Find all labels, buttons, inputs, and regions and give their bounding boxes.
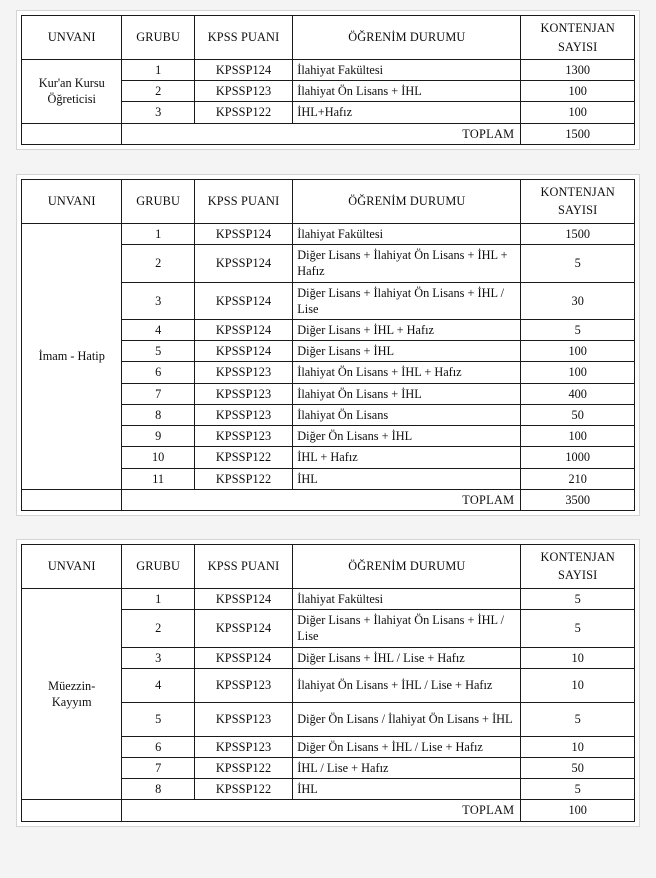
kontenjan-cell: 30 [521, 282, 635, 319]
grubu-cell: 11 [122, 468, 194, 489]
kpss-puani-cell: KPSSP124 [194, 245, 292, 282]
kpss-puani-cell: KPSSP122 [194, 758, 292, 779]
unvani-cell [22, 588, 122, 800]
kontenjan-table-2 [21, 179, 635, 511]
grubu-cell: 2 [122, 81, 194, 102]
ogrenim-durumu-cell: İlahiyat Fakültesi [293, 588, 521, 609]
kontenjan-cell: 10 [521, 668, 635, 702]
kpss-puani-cell: KPSSP123 [194, 383, 292, 404]
column-header-kontenjan-sayisi [521, 179, 635, 223]
header-row [22, 16, 635, 60]
kontenjan-cell: 5 [521, 610, 635, 647]
kontenjan-cell: 1000 [521, 447, 635, 468]
kontenjan-cell: 100 [521, 81, 635, 102]
column-header-ogrenim-durumu: ÖĞRENİM DURUMU [293, 179, 521, 223]
grubu-cell: 2 [122, 245, 194, 282]
kontenjan-header-line2: SAYISI [558, 39, 598, 54]
header-row [22, 544, 635, 588]
unvani-cell: İmam - Hatip [22, 223, 122, 489]
column-header-ogrenim-durumu: ÖĞRENİM DURUMU [293, 16, 521, 60]
grubu-cell: 10 [122, 447, 194, 468]
kpss-puani-cell: KPSSP122 [194, 102, 292, 123]
grubu-cell: 3 [122, 102, 194, 123]
ogrenim-durumu-cell: İHL+Hafız [293, 102, 521, 123]
table-body [22, 60, 635, 145]
kontenjan-header-line1: KONTENJAN [540, 184, 615, 199]
grubu-cell: 4 [122, 668, 194, 702]
kontenjan-cell: 5 [521, 588, 635, 609]
ogrenim-durumu-cell: İlahiyat Ön Lisans + İHL [293, 81, 521, 102]
total-label: TOPLAM [122, 489, 521, 510]
ogrenim-durumu-cell: Diğer Lisans + İlahiyat Ön Lisans + İHL / Lise [293, 610, 521, 647]
kontenjan-cell: 100 [521, 362, 635, 383]
grubu-cell: 3 [122, 647, 194, 668]
column-header-grubu: GRUBU [122, 179, 194, 223]
kontenjan-cell: 5 [521, 245, 635, 282]
header-row [22, 179, 635, 223]
kontenjan-cell: 1500 [521, 223, 635, 244]
kontenjan-table-1 [21, 15, 635, 145]
kpss-puani-cell: KPSSP124 [194, 588, 292, 609]
ogrenim-durumu-cell: Diğer Ön Lisans + İHL / Lise + Hafız [293, 736, 521, 757]
kontenjan-cell: 100 [521, 426, 635, 447]
kpss-puani-cell: KPSSP123 [194, 668, 292, 702]
total-label: TOPLAM [122, 123, 521, 144]
grubu-cell: 7 [122, 383, 194, 404]
kpss-puani-cell: KPSSP123 [194, 404, 292, 425]
kontenjan-cell: 10 [521, 647, 635, 668]
table-header [22, 16, 635, 60]
unvani-line1: Müezzin- [48, 678, 96, 693]
total-kontenjan: 3500 [521, 489, 635, 510]
column-header-kpss-puani: KPSS PUANI [194, 16, 292, 60]
kpss-puani-cell: KPSSP124 [194, 610, 292, 647]
kpss-puani-cell: KPSSP124 [194, 319, 292, 340]
table-body [22, 223, 635, 510]
total-empty-cell [22, 800, 122, 821]
kpss-puani-cell: KPSSP123 [194, 362, 292, 383]
column-header-grubu: GRUBU [122, 16, 194, 60]
total-empty-cell [22, 123, 122, 144]
unvani-cell [22, 60, 122, 124]
column-header-kpss-puani: KPSS PUANI [194, 179, 292, 223]
kontenjan-header-line2: SAYISI [558, 568, 598, 583]
kpss-puani-cell: KPSSP124 [194, 282, 292, 319]
unvani-line2: Öğreticisi [47, 92, 96, 107]
total-row [22, 489, 635, 510]
kpss-puani-cell: KPSSP122 [194, 779, 292, 800]
grubu-cell: 8 [122, 779, 194, 800]
grubu-cell: 6 [122, 362, 194, 383]
grubu-cell: 1 [122, 223, 194, 244]
kontenjan-cell: 400 [521, 383, 635, 404]
ogrenim-durumu-cell: İlahiyat Fakültesi [293, 223, 521, 244]
kpss-puani-cell: KPSSP123 [194, 81, 292, 102]
kontenjan-cell: 210 [521, 468, 635, 489]
column-header-ogrenim-durumu: ÖĞRENİM DURUMU [293, 544, 521, 588]
table-body [22, 588, 635, 821]
ogrenim-durumu-cell: Diğer Ön Lisans + İHL [293, 426, 521, 447]
table-row [22, 588, 635, 609]
grubu-cell: 1 [122, 60, 194, 81]
table-card-muezzin-kayyim [16, 539, 640, 827]
kontenjan-header-line1: KONTENJAN [540, 21, 615, 36]
document-page [0, 10, 656, 878]
ogrenim-durumu-cell: İHL [293, 468, 521, 489]
table-card-kuran-kursu-ogreticisi [16, 10, 640, 150]
ogrenim-durumu-cell: İlahiyat Ön Lisans [293, 404, 521, 425]
grubu-cell: 6 [122, 736, 194, 757]
kpss-puani-cell: KPSSP124 [194, 647, 292, 668]
kontenjan-cell: 50 [521, 404, 635, 425]
kpss-puani-cell: KPSSP124 [194, 60, 292, 81]
grubu-cell: 4 [122, 319, 194, 340]
kontenjan-table-3 [21, 544, 635, 822]
ogrenim-durumu-cell: Diğer Ön Lisans / İlahiyat Ön Lisans + İHL [293, 702, 521, 736]
grubu-cell: 8 [122, 404, 194, 425]
ogrenim-durumu-cell: Diğer Lisans + İHL [293, 341, 521, 362]
kontenjan-cell: 50 [521, 758, 635, 779]
ogrenim-durumu-cell: İlahiyat Fakültesi [293, 60, 521, 81]
ogrenim-durumu-cell: İHL / Lise + Hafız [293, 758, 521, 779]
table-card-imam-hatip [16, 174, 640, 516]
grubu-cell: 1 [122, 588, 194, 609]
grubu-cell: 2 [122, 610, 194, 647]
kpss-puani-cell: KPSSP124 [194, 341, 292, 362]
unvani-line2: Kayyım [51, 695, 92, 710]
kontenjan-cell: 5 [521, 779, 635, 800]
ogrenim-durumu-cell: İlahiyat Ön Lisans + İHL / Lise + Hafız [293, 668, 521, 702]
column-header-grubu: GRUBU [122, 544, 194, 588]
table-header [22, 179, 635, 223]
kpss-puani-cell: KPSSP124 [194, 223, 292, 244]
kontenjan-cell: 5 [521, 319, 635, 340]
kpss-puani-cell: KPSSP123 [194, 426, 292, 447]
column-header-kontenjan-sayisi [521, 544, 635, 588]
table-row [22, 60, 635, 81]
kpss-puani-cell: KPSSP122 [194, 447, 292, 468]
ogrenim-durumu-cell: İlahiyat Ön Lisans + İHL + Hafız [293, 362, 521, 383]
kontenjan-header-line2: SAYISI [558, 203, 598, 218]
kontenjan-header-line1: KONTENJAN [540, 550, 615, 564]
ogrenim-durumu-cell: İHL [293, 779, 521, 800]
grubu-cell: 3 [122, 282, 194, 319]
ogrenim-durumu-cell: İlahiyat Ön Lisans + İHL [293, 383, 521, 404]
kpss-puani-cell: KPSSP123 [194, 736, 292, 757]
kontenjan-cell: 100 [521, 102, 635, 123]
total-label: TOPLAM [122, 800, 521, 821]
grubu-cell: 5 [122, 341, 194, 362]
ogrenim-durumu-cell: Diğer Lisans + İHL / Lise + Hafız [293, 647, 521, 668]
total-row [22, 800, 635, 821]
ogrenim-durumu-cell: Diğer Lisans + İlahiyat Ön Lisans + İHL + Hafız [293, 245, 521, 282]
kontenjan-cell: 5 [521, 702, 635, 736]
column-header-kpss-puani: KPSS PUANI [194, 544, 292, 588]
ogrenim-durumu-cell: Diğer Lisans + İHL + Hafız [293, 319, 521, 340]
ogrenim-durumu-cell: İHL + Hafız [293, 447, 521, 468]
unvani-line1: Kur'an Kursu [38, 76, 105, 91]
column-header-unvani: UNVANI [22, 16, 122, 60]
grubu-cell: 9 [122, 426, 194, 447]
grubu-cell: 5 [122, 702, 194, 736]
kontenjan-cell: 1300 [521, 60, 635, 81]
kpss-puani-cell: KPSSP122 [194, 468, 292, 489]
column-header-unvani: UNVANI [22, 544, 122, 588]
kontenjan-cell: 100 [521, 341, 635, 362]
column-header-unvani: UNVANI [22, 179, 122, 223]
table-header [22, 544, 635, 588]
total-kontenjan: 100 [521, 800, 635, 821]
total-row [22, 123, 635, 144]
total-empty-cell [22, 489, 122, 510]
total-kontenjan: 1500 [521, 123, 635, 144]
kpss-puani-cell: KPSSP123 [194, 702, 292, 736]
column-header-kontenjan-sayisi [521, 16, 635, 60]
kontenjan-cell: 10 [521, 736, 635, 757]
table-row [22, 223, 635, 244]
grubu-cell: 7 [122, 758, 194, 779]
ogrenim-durumu-cell: Diğer Lisans + İlahiyat Ön Lisans + İHL / Lise [293, 282, 521, 319]
